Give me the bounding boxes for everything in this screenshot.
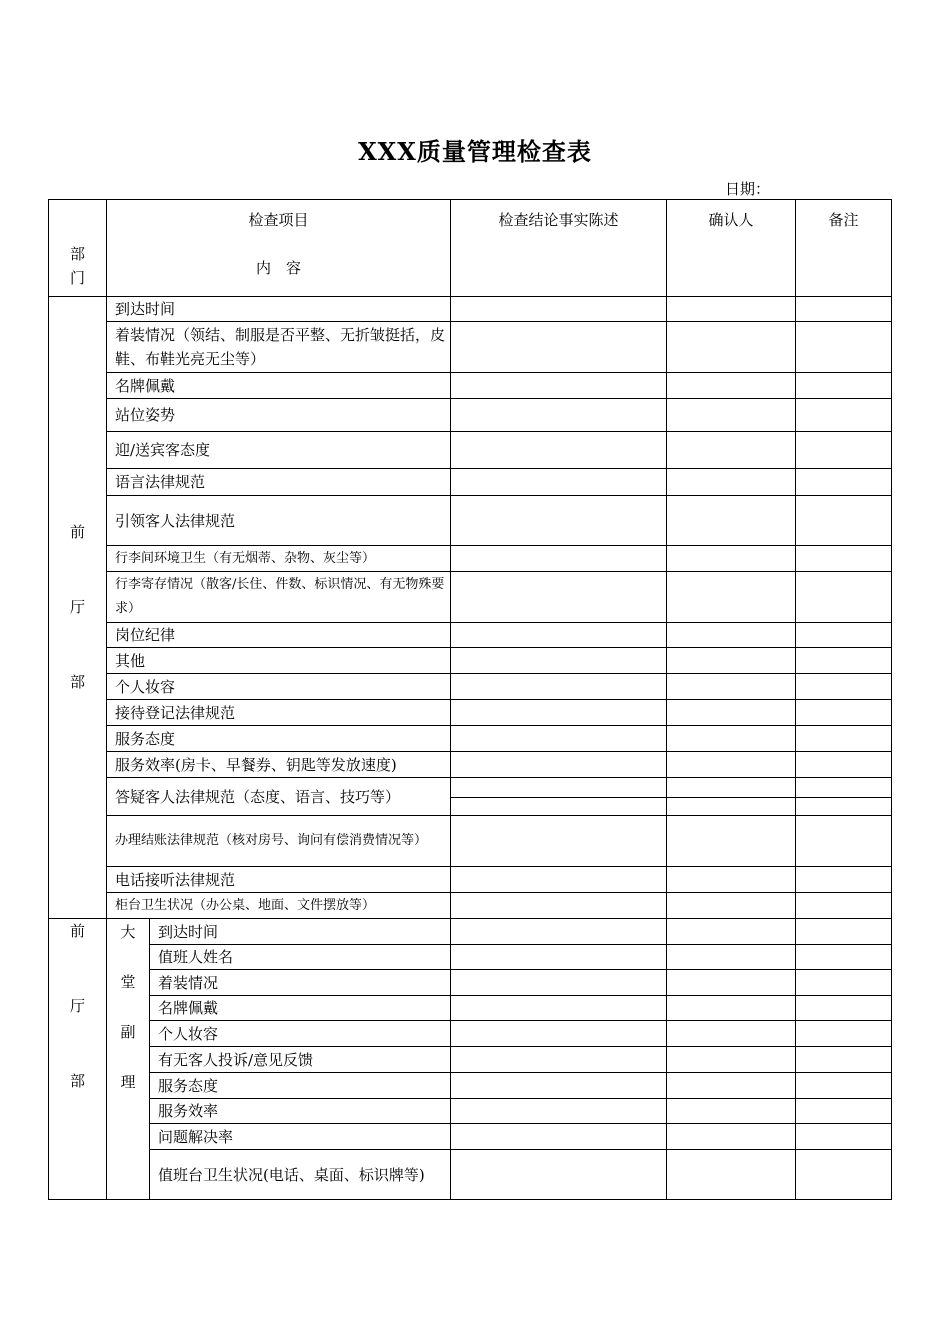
confirm-cell[interactable]: [667, 648, 796, 674]
conclusion-cell[interactable]: [451, 893, 667, 919]
confirm-cell[interactable]: [667, 572, 796, 623]
item-cell: 到达时间: [150, 919, 451, 945]
confirm-cell[interactable]: [667, 1099, 796, 1124]
item-cell: 服务效率(房卡、早餐券、钥匙等发放速度): [107, 752, 451, 778]
confirm-cell[interactable]: [667, 778, 796, 816]
note-cell[interactable]: [796, 1124, 892, 1150]
conclusion-cell[interactable]: [451, 996, 667, 1021]
item-cell: 接待登记法律规范: [107, 700, 451, 726]
table-row: [49, 322, 892, 373]
conclusion-cell[interactable]: [451, 399, 667, 432]
confirm-cell[interactable]: [667, 1073, 796, 1099]
confirm-cell[interactable]: [667, 945, 796, 970]
conclusion-cell[interactable]: [451, 546, 667, 572]
conclusion-cell[interactable]: [451, 373, 667, 399]
table-row: [49, 496, 892, 546]
table-row: [49, 996, 892, 1021]
conclusion-cell[interactable]: [451, 1073, 667, 1099]
conclusion-cell[interactable]: [451, 700, 667, 726]
table-row: [49, 623, 892, 648]
header-content-label: 内 容: [256, 259, 302, 277]
item-cell: 值班人姓名: [150, 945, 451, 970]
confirm-cell[interactable]: [667, 700, 796, 726]
confirm-cell[interactable]: [667, 297, 796, 322]
conclusion-subcell[interactable]: [451, 778, 666, 798]
conclusion-cell[interactable]: [451, 322, 667, 373]
item-cell: 有无客人投诉/意见反馈: [150, 1047, 451, 1073]
conclusion-cell[interactable]: [451, 1099, 667, 1124]
table-row: [49, 945, 892, 970]
item-cell: 答疑客人法律规范（态度、语言、技巧等）: [107, 778, 451, 816]
confirm-cell[interactable]: [667, 816, 796, 867]
item-cell: 着装情况: [150, 970, 451, 996]
note-subcell[interactable]: [796, 798, 891, 815]
confirm-cell[interactable]: [667, 432, 796, 469]
table-row: [49, 674, 892, 700]
table-row: [49, 1150, 892, 1200]
item-cell: 到达时间: [107, 297, 451, 322]
note-cell[interactable]: [796, 373, 892, 399]
header-note: 备注: [796, 200, 892, 297]
confirm-cell[interactable]: [667, 867, 796, 893]
item-cell: 站位姿势: [107, 399, 451, 432]
conclusion-cell[interactable]: [451, 1124, 667, 1150]
item-cell: 服务效率: [150, 1099, 451, 1124]
section-dept-label: 前厅部: [69, 922, 85, 1090]
confirm-cell[interactable]: [667, 546, 796, 572]
table-row: [49, 700, 892, 726]
conclusion-subcell[interactable]: [451, 798, 666, 815]
table-row: [49, 469, 892, 496]
note-cell[interactable]: [796, 297, 892, 322]
conclusion-cell[interactable]: [451, 648, 667, 674]
item-cell: 语言法律规范: [107, 469, 451, 496]
note-cell[interactable]: [796, 1021, 892, 1047]
header-item: [107, 200, 451, 297]
item-cell: 个人妆容: [107, 674, 451, 700]
header-confirm: 确认人: [667, 200, 796, 297]
note-cell[interactable]: [796, 816, 892, 867]
item-cell: 问题解决率: [150, 1124, 451, 1150]
header-dept-label: 部门: [69, 245, 85, 287]
note-cell[interactable]: [796, 546, 892, 572]
table-row: [49, 816, 892, 867]
conclusion-cell[interactable]: [451, 674, 667, 700]
conclusion-cell[interactable]: [451, 919, 667, 945]
item-cell: 其他: [107, 648, 451, 674]
confirm-cell[interactable]: [667, 322, 796, 373]
item-cell: 服务态度: [107, 726, 451, 752]
conclusion-cell[interactable]: [451, 970, 667, 996]
conclusion-cell[interactable]: [451, 1047, 667, 1073]
table-row: [49, 778, 892, 816]
confirm-cell[interactable]: [667, 1047, 796, 1073]
header-dept: [49, 200, 107, 297]
table-row: [49, 1073, 892, 1099]
table-row: [49, 1099, 892, 1124]
note-cell[interactable]: [796, 623, 892, 648]
conclusion-cell[interactable]: [451, 623, 667, 648]
item-cell: 迎/送宾客态度: [107, 432, 451, 469]
table-row: [49, 970, 892, 996]
table-row: [49, 752, 892, 778]
conclusion-cell[interactable]: [451, 1021, 667, 1047]
confirm-cell[interactable]: [667, 623, 796, 648]
inspection-table: [48, 199, 892, 1200]
date-label: 日期：: [725, 180, 771, 198]
conclusion-cell[interactable]: [451, 297, 667, 322]
table-row: [49, 919, 892, 945]
note-cell[interactable]: [796, 496, 892, 546]
conclusion-cell[interactable]: [451, 778, 667, 816]
section-sub-label: 大堂副理: [120, 923, 136, 1091]
confirm-cell[interactable]: [667, 1150, 796, 1200]
item-cell: 电话接听法律规范: [107, 867, 451, 893]
confirm-cell[interactable]: [667, 1124, 796, 1150]
item-cell: 岗位纪律: [107, 623, 451, 648]
item-cell: 办理结账法律规范（核对房号、询问有偿消费情况等）: [107, 816, 451, 867]
note-subcell[interactable]: [796, 778, 891, 798]
note-cell[interactable]: [796, 919, 892, 945]
note-cell[interactable]: [796, 322, 892, 373]
conclusion-cell[interactable]: [451, 945, 667, 970]
confirm-cell[interactable]: [667, 373, 796, 399]
section-dept-cell: [49, 919, 107, 1200]
note-cell[interactable]: [796, 399, 892, 432]
note-cell[interactable]: [796, 648, 892, 674]
table-row: [49, 546, 892, 572]
confirm-cell[interactable]: [667, 919, 796, 945]
table-row: [49, 893, 892, 919]
table-row: [49, 399, 892, 432]
document-title: XXX质量管理检查表: [358, 137, 592, 166]
conclusion-cell[interactable]: [451, 726, 667, 752]
note-cell[interactable]: [796, 1047, 892, 1073]
note-cell[interactable]: [796, 1150, 892, 1200]
conclusion-cell[interactable]: [451, 1150, 667, 1200]
confirm-cell[interactable]: [667, 893, 796, 919]
note-cell[interactable]: [796, 674, 892, 700]
confirm-cell[interactable]: [667, 752, 796, 778]
table-row: [49, 726, 892, 752]
note-cell[interactable]: [796, 945, 892, 970]
item-cell: 引领客人法律规范: [107, 496, 451, 546]
section-dept-cell: [49, 297, 107, 919]
conclusion-cell[interactable]: [451, 752, 667, 778]
table-row: [49, 1047, 892, 1073]
section-sub-cell: [107, 919, 150, 1200]
table-row: [49, 867, 892, 893]
table-row: [49, 1021, 892, 1047]
conclusion-cell[interactable]: [451, 469, 667, 496]
header-row: [49, 200, 892, 297]
item-cell: 个人妆容: [150, 1021, 451, 1047]
confirm-cell[interactable]: [667, 674, 796, 700]
note-cell[interactable]: [796, 726, 892, 752]
item-cell: 着装情况（领结、制服是否平整、无折皱挺括，皮鞋、布鞋光亮无尘等）: [107, 322, 451, 373]
section-dept-label: 前厅部: [69, 523, 85, 691]
item-cell: 值班台卫生状况(电话、桌面、标识牌等): [150, 1150, 451, 1200]
confirm-cell[interactable]: [667, 726, 796, 752]
note-cell[interactable]: [796, 893, 892, 919]
header-item-label: 检查项目: [248, 211, 309, 229]
confirm-cell[interactable]: [667, 1021, 796, 1047]
note-cell[interactable]: [796, 469, 892, 496]
note-cell[interactable]: [796, 572, 892, 623]
table-row: [49, 432, 892, 469]
confirm-cell[interactable]: [667, 970, 796, 996]
table-row: [49, 297, 892, 322]
note-cell[interactable]: [796, 996, 892, 1021]
conclusion-cell[interactable]: [451, 816, 667, 867]
conclusion-cell[interactable]: [451, 496, 667, 546]
item-cell: 柜台卫生状况（办公桌、地面、文件摆放等）: [107, 893, 451, 919]
note-cell[interactable]: [796, 700, 892, 726]
item-cell: 名牌佩戴: [107, 373, 451, 399]
table-row: [49, 373, 892, 399]
note-cell[interactable]: [796, 1099, 892, 1124]
note-cell[interactable]: [796, 867, 892, 893]
item-cell: 服务态度: [150, 1073, 451, 1099]
note-cell[interactable]: [796, 752, 892, 778]
table-row: [49, 572, 892, 623]
note-cell[interactable]: [796, 1073, 892, 1099]
confirm-subcell[interactable]: [667, 778, 795, 798]
confirm-cell[interactable]: [667, 399, 796, 432]
note-cell[interactable]: [796, 970, 892, 996]
table-row: [49, 648, 892, 674]
conclusion-cell[interactable]: [451, 867, 667, 893]
confirm-cell[interactable]: [667, 496, 796, 546]
conclusion-cell[interactable]: [451, 432, 667, 469]
confirm-cell[interactable]: [667, 469, 796, 496]
confirm-cell[interactable]: [667, 996, 796, 1021]
table-row: [49, 1124, 892, 1150]
item-cell: 行李间环境卫生（有无烟蒂、杂物、灰尘等）: [107, 546, 451, 572]
item-cell: 名牌佩戴: [150, 996, 451, 1021]
item-cell: 行李寄存情况（散客/长住、件数、标识情况、有无物殊要求）: [107, 572, 451, 623]
header-conclusion: 检查结论事实陈述: [451, 200, 667, 297]
note-cell[interactable]: [796, 432, 892, 469]
conclusion-cell[interactable]: [451, 572, 667, 623]
note-cell[interactable]: [796, 778, 892, 816]
confirm-subcell[interactable]: [667, 798, 795, 815]
